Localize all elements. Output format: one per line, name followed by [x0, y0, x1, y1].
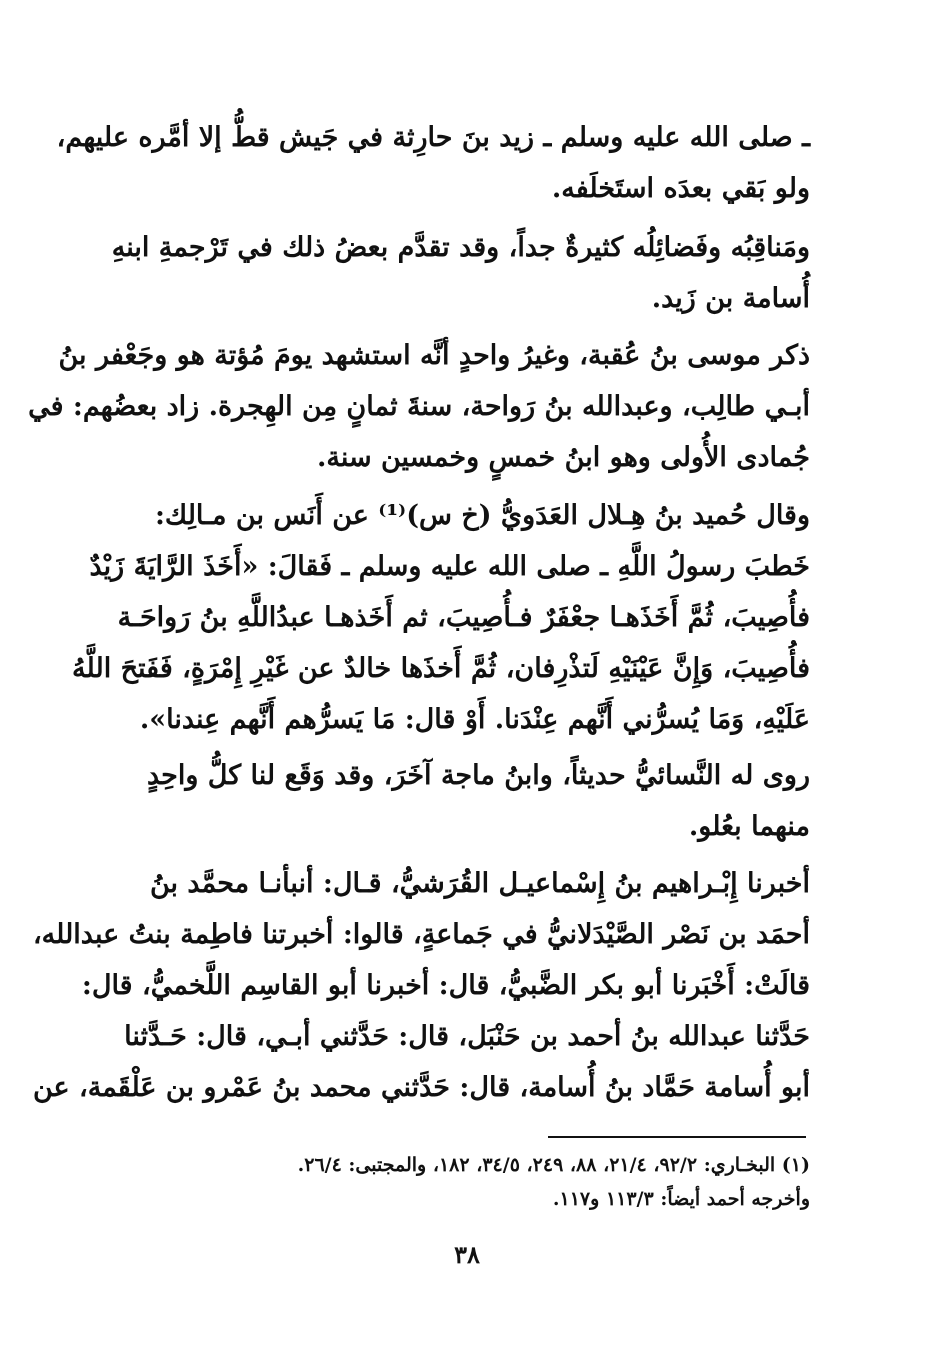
- paragraph: [56, 112, 810, 214]
- text-line: ومَناقِبُه وفَضائِلُه كثيرةٌ جداً، وقد تقدَّم بعضُ ذلك في تَرْجمةِ ابنهِ: [111, 232, 810, 263]
- text-line: أحمَد بن نَصْر الصَّيْدَلانيُّ في جَماعةٍ، قالوا: أخبرتنا فاطِمة بنتُ عبدالله،: [32, 919, 810, 950]
- text-line: أبـي طالِب، وعبدالله بنُ رَواحة، سنةَ ثمانٍ مِن الهِجرة. زاد بعضُهم: في: [28, 391, 810, 422]
- text-line: ولو بَقي بعدَه استَخلَفه.: [551, 173, 810, 204]
- text-line: منهما بعُلو.: [688, 811, 810, 842]
- footnote-line: (١) البخـاري: ٩٢/٢، ٢١/٤، ٨٨، ٢٤٩، ٣٤/٥، ١٨٢، والمجتبى: ٢٦/٤.: [297, 1154, 810, 1176]
- text-line: عَلَيْهِ، وَمَا يُسرُّني أَنَّهم عِنْدَنا. أَوْ قال: مَا يَسرُّهم أَنَّهم عِندنا».: [139, 704, 810, 735]
- footnotes: [100, 1148, 810, 1216]
- page-number: ٣٨: [454, 1240, 480, 1269]
- footnote-divider: [548, 1136, 806, 1138]
- text-line: فأُصِيبَ، وَإِنَّ عَيْنَيْهِ لَتذْرِفان، ثُمَّ أَخذَها خالدٌ عن غَيْرِ إِمْرَةٍ، فَفَتحَ اللَّهُ: [72, 653, 810, 684]
- paragraph: [72, 490, 810, 745]
- footnote-line: وأخرجه أحمد أيضاً: ١١٣/٣ و١١٧.: [552, 1188, 810, 1210]
- text-line: أبو أُسامة حَمَّاد بنُ أُسامة، قال: حَدَّثني محمد بنُ عَمْرو بن عَلْقَمة، عن: [32, 1072, 810, 1103]
- text-line: وقال حُميد بنُ هِـلال العَدَويُّ (خ س)⁽¹⁾ عن أَنَس بن مـالِك:: [154, 500, 810, 531]
- paragraph: [28, 330, 810, 483]
- text-line: ـ صلى الله عليه وسلم ـ زيد بنَ حارِثة في جَيش قطُّ إلا أمَّره عليهم،: [56, 122, 810, 153]
- paragraph: [100, 750, 810, 852]
- text-line: ذكر موسى بنُ عُقبة، وغيرُ واحدٍ أنَّه استشهد يومَ مُؤتة هو وجَعْفر بنُ: [58, 340, 810, 371]
- text-line: قالَتْ: أَخْبَرنا أبو بكر الضَّبيُّ، قال: أخبرنا أبو القاسِم اللَّخميُّ، قال:: [81, 970, 810, 1001]
- text-line: حَدَّثنا عبدالله بنُ أحمد بن حَنْبَل، قال: حَدَّثني أبـي، قال: حَـدَّثنا: [124, 1021, 810, 1052]
- paragraph: [100, 222, 810, 324]
- text-line: روى له النَّسائيُّ حديثاً، وابنُ ماجة آخَرَ، وقد وَقَع لنا كلُّ واحِدٍ: [147, 760, 810, 791]
- text-line: أخبرنا إِبْـراهيم بنُ إِسْماعيـل القُرَشيُّ، قـال: أنبأنـا محمَّد بنُ: [149, 868, 810, 899]
- paragraph: [32, 858, 810, 1113]
- text-line: خَطبَ رسولُ اللَّهِ ـ صلى الله عليه وسلم ـ فَقالَ: «أَخَذَ الرَّايَةَ زَيْدٌ: [89, 551, 810, 582]
- text-line: فأُصِيبَ، ثُمَّ أَخَذَهـا جعْفَرٌ فـأُصِيبَ، ثم أَخَذهـا عبدُاللَّهِ بنُ رَواحَـة: [117, 602, 810, 633]
- text-line: جُمادى الأُولى وهو ابنُ خمسٍ وخمسين سنة.: [316, 442, 810, 473]
- text-line: أُسامة بن زَيد.: [651, 283, 810, 314]
